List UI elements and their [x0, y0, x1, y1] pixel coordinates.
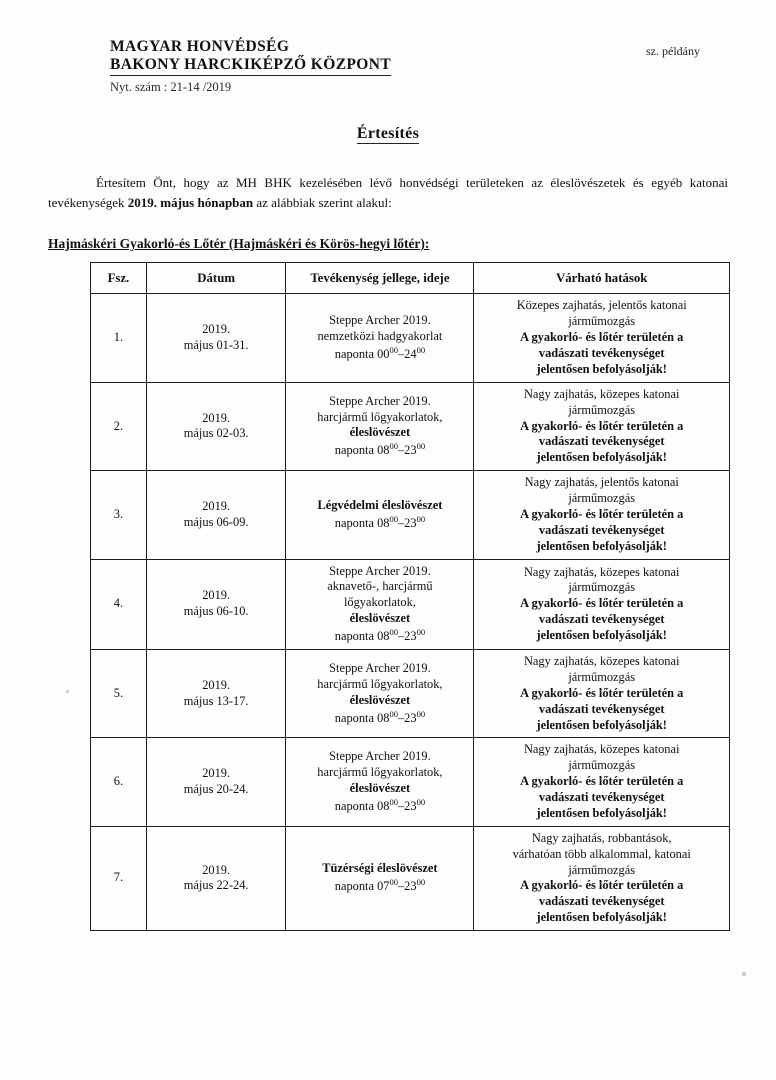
effect-line-emphasis: A gyakorló- és lőtér területén a — [520, 596, 684, 611]
cell-date — [146, 650, 286, 738]
effect-line-emphasis: vadászati tevékenységet — [538, 894, 665, 909]
activity-line: Steppe Archer 2019. — [329, 660, 431, 675]
cell-activity — [286, 826, 474, 930]
date-line: 2019. — [202, 322, 231, 337]
schedule-table — [90, 262, 730, 931]
activity-line: Steppe Archer 2019. — [329, 393, 431, 408]
activity-line: Steppe Archer 2019. — [329, 563, 431, 578]
date-line: május 06-10. — [183, 604, 249, 619]
cell-effects — [474, 471, 730, 559]
activity-time: naponta $08^{00}-23^{00}$ — [334, 796, 426, 813]
activity-line: Steppe Archer 2019. — [329, 313, 431, 328]
section-heading: Hajmáskéri Gyakorló-és Lőtér (Hajmáskéri és Körös-hegyi lőtér): — [48, 236, 430, 251]
cell-date — [146, 471, 286, 559]
activity-line: lőgyakorlatok, — [343, 595, 416, 610]
table-row — [91, 294, 730, 382]
date-line: május 22-24. — [183, 878, 249, 893]
effect-line-emphasis: A gyakorló- és lőtér területén a — [520, 878, 684, 893]
effect-line-emphasis: jelentősen befolyásolják! — [536, 805, 667, 820]
activity-time: naponta $08^{00}-23^{00}$ — [334, 441, 426, 458]
scan-speck — [66, 690, 69, 693]
effect-line-emphasis: jelentősen befolyásolják! — [536, 450, 667, 465]
date-line: 2019. — [202, 410, 231, 425]
cell-date — [146, 559, 286, 650]
page-title-text: Értesítés — [356, 125, 420, 142]
cell-row-number: 2. — [91, 382, 147, 470]
date-line: május 06-09. — [183, 514, 249, 529]
date-line: május 01-31. — [183, 338, 249, 353]
cell-activity — [286, 471, 474, 559]
effect-line-emphasis: A gyakorló- és lőtér területén a — [520, 506, 684, 521]
cell-row-number: 3. — [91, 471, 147, 559]
effect-line: Nagy zajhatás, közepes katonai — [523, 564, 680, 579]
activity-line: harcjármű lőgyakorlatok, — [317, 409, 443, 424]
cell-effects — [474, 738, 730, 826]
effect-line: várhatóan több alkalommal, katonai — [512, 846, 691, 861]
effect-line-emphasis: A gyakorló- és lőtér területén a — [520, 418, 684, 433]
effect-line-emphasis: vadászati tevékenységet — [538, 522, 665, 537]
cell-activity — [286, 559, 474, 650]
activity-line: harcjármű lőgyakorlatok, — [317, 765, 443, 780]
cell-date — [146, 826, 286, 930]
table-header-row — [91, 263, 730, 294]
activity-line-emphasis: éleslövészet — [349, 425, 411, 440]
date-line: 2019. — [202, 862, 231, 877]
effect-line: járműmozgás — [568, 314, 636, 329]
activity-time: naponta $08^{00}-23^{00}$ — [334, 627, 426, 644]
cell-activity — [286, 294, 474, 382]
document-header — [48, 38, 728, 95]
effect-line-emphasis: vadászati tevékenységet — [538, 701, 665, 716]
cell-row-number: 7. — [91, 826, 147, 930]
cell-effects — [474, 559, 730, 650]
effect-line-emphasis: vadászati tevékenységet — [538, 790, 665, 804]
page-title — [48, 125, 728, 143]
scan-speck — [742, 972, 746, 976]
column-header-activity: Tevékenység jellege, ideje — [286, 263, 474, 294]
date-line: május 20-24. — [183, 782, 249, 797]
activity-line-emphasis: Tüzérségi éleslövészet — [322, 861, 438, 876]
activity-line-emphasis: éleslövészet — [349, 611, 411, 626]
registry-number: Nyt. szám : 21-14 /2019 — [110, 80, 232, 94]
effect-line-emphasis: jelentősen befolyásolják! — [536, 361, 667, 376]
effect-line: járműmozgás — [568, 491, 636, 505]
activity-line-emphasis: éleslövészet — [349, 781, 411, 795]
cell-date — [146, 738, 286, 826]
effect-line: járműmozgás — [568, 402, 636, 417]
cell-effects — [474, 382, 730, 470]
cell-row-number: 4. — [91, 559, 147, 650]
cell-effects — [474, 826, 730, 930]
effect-line-emphasis: A gyakorló- és lőtér területén a — [520, 774, 684, 789]
cell-activity — [286, 382, 474, 470]
effect-line: Nagy zajhatás, robbantások, — [531, 830, 672, 845]
activity-line: harcjármű lőgyakorlatok, — [317, 676, 443, 691]
activity-time: naponta $08^{00}-23^{00}$ — [334, 513, 426, 530]
cell-row-number: 6. — [91, 738, 147, 826]
cell-activity — [286, 650, 474, 738]
intro-paragraph: Értesítem Önt, hogy az MH BHK kezelésében lévő honvédségi területeken az éleslövészetek és egyéb katonai tevékenységek 2019. május hónapban az alábbiak szerint alakul: — [48, 175, 728, 210]
cell-row-number: 5. — [91, 650, 147, 738]
schedule-table-body — [91, 294, 730, 931]
effect-line-emphasis: A gyakorló- és lőtér területén a — [520, 685, 684, 700]
effect-line-emphasis: A gyakorló- és lőtér területén a — [520, 330, 684, 345]
organization-name-line1: MAGYAR HONVÉDSÉG — [110, 38, 290, 55]
date-line: 2019. — [202, 677, 231, 692]
cell-date — [146, 294, 286, 382]
organization-name-line2: BAKONY HARCKIKÉPZŐ KÖZPONT — [110, 56, 391, 76]
table-row — [91, 382, 730, 470]
date-line: május 13-17. — [183, 693, 249, 708]
intro-emphasis: 2019. május hónapban — [127, 194, 254, 210]
effect-line-emphasis: vadászati tevékenységet — [538, 346, 665, 360]
copy-number-label: sz. példány — [646, 44, 700, 58]
effect-line-emphasis: jelentősen befolyásolják! — [536, 628, 667, 643]
date-line: 2019. — [202, 766, 231, 781]
effect-line: járműmozgás — [568, 862, 636, 877]
activity-line: aknavető-, harcjármű — [327, 579, 433, 594]
effect-line-emphasis: vadászati tevékenységet — [538, 434, 665, 449]
activity-line-emphasis: Légvédelmi éleslövészet — [317, 497, 443, 512]
effect-line-emphasis: jelentősen befolyásolják! — [536, 538, 667, 553]
column-header-no: Fsz. — [91, 263, 147, 294]
effect-line: Nagy zajhatás, közepes katonai — [523, 654, 680, 668]
activity-line: nemzetközi hadgyakorlat — [317, 329, 443, 344]
effect-line-emphasis: vadászati tevékenységet — [538, 612, 665, 627]
table-row — [91, 650, 730, 738]
table-row — [91, 826, 730, 930]
cell-activity — [286, 738, 474, 826]
column-header-effects: Várható hatások — [474, 263, 730, 294]
organization-block — [110, 38, 391, 95]
date-line: május 02-03. — [183, 426, 249, 441]
activity-line-emphasis: éleslövészet — [349, 692, 411, 707]
activity-time: naponta $07^{00}-23^{00}$ — [334, 877, 426, 894]
effect-line: Közepes zajhatás, jelentős katonai — [516, 298, 687, 313]
effect-line: járműmozgás — [568, 669, 636, 684]
date-line: 2019. — [202, 498, 231, 513]
column-header-date: Dátum — [146, 263, 286, 294]
date-line: 2019. — [202, 588, 231, 603]
effect-line: járműmozgás — [568, 758, 636, 773]
cell-effects — [474, 294, 730, 382]
cell-row-number: 1. — [91, 294, 147, 382]
table-row — [91, 738, 730, 826]
effect-line: Nagy zajhatás, közepes katonai — [523, 386, 680, 401]
effect-line-emphasis: jelentősen befolyásolják! — [536, 717, 667, 732]
cell-date — [146, 382, 286, 470]
effect-line-emphasis: jelentősen befolyásolják! — [536, 910, 667, 925]
activity-time: naponta $08^{00}-23^{00}$ — [334, 708, 426, 725]
activity-line: Steppe Archer 2019. — [329, 749, 431, 764]
effect-line: járműmozgás — [568, 580, 636, 595]
effect-line: Nagy zajhatás, jelentős katonai — [524, 475, 679, 490]
effect-line: Nagy zajhatás, közepes katonai — [523, 742, 680, 757]
cell-effects — [474, 650, 730, 738]
table-row — [91, 471, 730, 559]
activity-time: naponta $00^{00}-24^{00}$ — [334, 344, 426, 362]
table-row — [91, 559, 730, 650]
